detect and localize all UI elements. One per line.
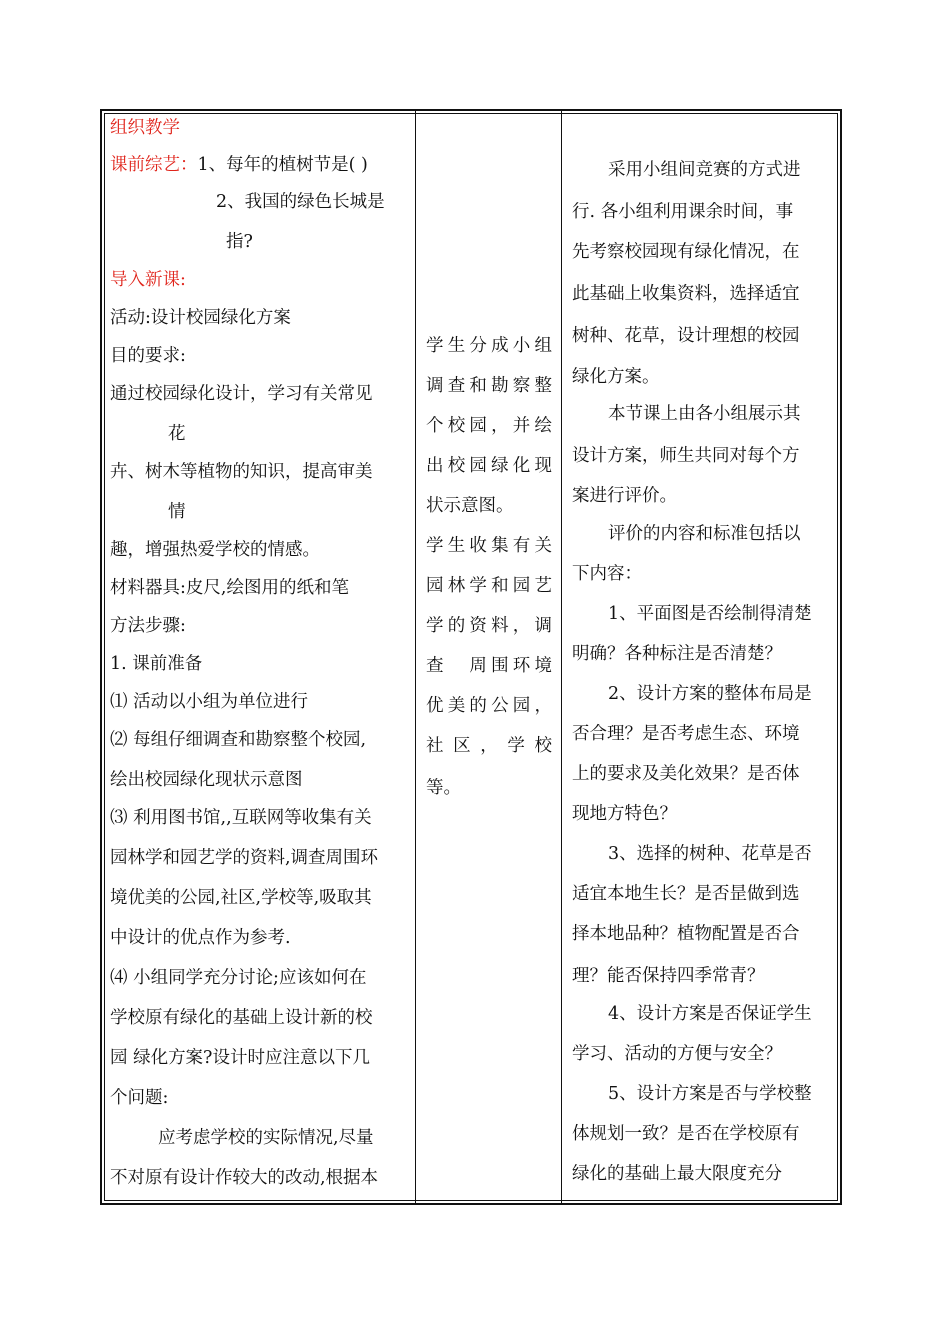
right-line-12: 1、平面图是否绘制得清楚 bbox=[608, 604, 812, 624]
lesson-plan-table bbox=[100, 109, 842, 1205]
activity-title: 活动:设计校园绿化方案 bbox=[110, 308, 291, 328]
right-line-25: 体规划一致？是否在学校原有 bbox=[572, 1124, 800, 1144]
right-line-22: 4、设计方案是否保证学生 bbox=[608, 1004, 812, 1024]
mid-line-3: 个校园，并绘 bbox=[426, 416, 552, 436]
right-line-2: 行. 各小组利用课余时间，事 bbox=[572, 202, 794, 222]
step-1-item-3-line-4: 中设计的优点作为参考. bbox=[110, 928, 291, 948]
pre-q1-text: 1、每年的植树节是( ) bbox=[197, 155, 368, 175]
right-line-20: 择本地品种？植物配置是否合 bbox=[572, 924, 800, 944]
objective-line-2: 花 bbox=[168, 424, 186, 444]
right-line-17: 现地方特色？ bbox=[572, 804, 677, 824]
right-line-21: 理？能否保持四季常青？ bbox=[572, 966, 765, 986]
right-line-5: 树种、花草，设计理想的校园 bbox=[572, 326, 800, 346]
mid-line-11: 社区，学校 bbox=[426, 736, 552, 756]
step-1-item-4-line-1: ⑷ 小组同学充分讨论;应该如何在 bbox=[110, 968, 367, 988]
step-1-item-4-line-2: 学校原有绿化的基础上设计新的校 bbox=[110, 1008, 373, 1028]
student-activity-column bbox=[416, 111, 562, 1203]
method-label: 方法步骤: bbox=[110, 616, 186, 636]
right-line-14: 2、设计方案的整体布局是 bbox=[608, 684, 812, 704]
design-intent-column bbox=[562, 111, 840, 1203]
step-1-item-3-line-1: ⑶ 利用图书馆,,互联网等收集有关 bbox=[110, 808, 372, 828]
mid-line-2: 调查和勘察整 bbox=[426, 376, 552, 396]
objective-line-5: 趣，增强热爱学校的情感。 bbox=[110, 540, 320, 560]
objective-label: 目的要求: bbox=[110, 346, 186, 366]
step-1-item-2-line-2: 绘出校园绿化现状示意图 bbox=[110, 770, 303, 790]
right-line-15: 否合理？是否考虑生态、环境 bbox=[572, 724, 800, 744]
right-line-11: 下内容： bbox=[572, 564, 642, 584]
mid-line-6: 学生收集有关 bbox=[426, 536, 552, 556]
mid-line-7: 园林学和园艺 bbox=[426, 576, 552, 596]
step-1-item-4-line-3: 园 绿化方案?设计时应注意以下几 bbox=[110, 1048, 370, 1068]
right-line-7: 本节课上由各小组展示其 bbox=[608, 404, 801, 424]
right-line-18: 3、选择的树种、花草是否 bbox=[608, 844, 812, 864]
materials-line: 材料器具:皮尺,绘图用的纸和笔 bbox=[110, 578, 349, 598]
teaching-process-column bbox=[102, 111, 416, 1203]
objective-line-4: 情 bbox=[168, 502, 186, 522]
pre-class-label: 课前综艺： bbox=[110, 155, 198, 175]
right-line-8: 设计方案，师生共同对每个方 bbox=[572, 446, 800, 466]
right-line-1: 采用小组间竞赛的方式进 bbox=[608, 160, 801, 180]
right-line-6: 绿化方案。 bbox=[572, 367, 660, 387]
pre-class-q1 bbox=[110, 154, 368, 176]
objective-line-1: 通过校园绿化设计，学习有关常见 bbox=[110, 384, 373, 404]
right-line-4: 此基础上收集资料，选择适宜 bbox=[572, 284, 800, 304]
mid-line-10: 优美的公园， bbox=[426, 696, 552, 716]
org-teaching-heading: 组织教学 bbox=[110, 118, 180, 138]
right-line-26: 绿化的基础上最大限度充分 bbox=[572, 1164, 782, 1184]
right-line-19: 适宜本地生长？是否昰做到选 bbox=[572, 884, 800, 904]
right-line-23: 学习、活动的方便与安全？ bbox=[572, 1044, 782, 1064]
step-1-title: 1. 课前准备 bbox=[110, 654, 203, 674]
pre-class-q2: 2、我国的绿色长城是 bbox=[216, 192, 385, 212]
pre-class-q2-cont: 指? bbox=[226, 232, 253, 252]
objective-line-3: 卉、树木等植物的知识，提高审美 bbox=[110, 462, 373, 482]
note-line-2: 不对原有设计作较大的改动,根据本 bbox=[110, 1168, 379, 1188]
step-1-item-4-line-4: 个问题: bbox=[110, 1088, 169, 1108]
right-line-16: 上的要求及美化效果？是否体 bbox=[572, 764, 800, 784]
mid-line-4: 出校园绿化现 bbox=[426, 456, 552, 476]
mid-line-5: 状示意图。 bbox=[426, 496, 514, 516]
note-line-1: 应考虑学校的实际情况,尽量 bbox=[158, 1128, 374, 1148]
new-lesson-heading: 导入新课: bbox=[110, 270, 186, 290]
step-1-item-2-line-1: ⑵ 每组仔细调查和勘察整个校园, bbox=[110, 730, 367, 750]
step-1-item-3-line-3: 境优美的公园,社区,学校等,吸取其 bbox=[110, 888, 372, 908]
mid-line-8: 学的资料，调 bbox=[426, 616, 552, 636]
right-line-9: 案进行评价。 bbox=[572, 486, 677, 506]
mid-line-1: 学生分成小组 bbox=[426, 336, 552, 356]
mid-line-12: 等。 bbox=[426, 778, 461, 798]
right-line-10: 评价的内容和标准包括以 bbox=[608, 524, 801, 544]
right-line-24: 5、设计方案是否与学校整 bbox=[608, 1084, 812, 1104]
right-line-13: 明确？各种标注是否清楚？ bbox=[572, 644, 782, 664]
mid-line-9: 查 周围环境 bbox=[426, 656, 552, 676]
step-1-item-3-line-2: 园林学和园艺学的资料,调查周围环 bbox=[110, 848, 379, 868]
step-1-item-1: ⑴ 活动以小组为单位进行 bbox=[110, 692, 309, 712]
right-line-3: 先考察校园现有绿化情况，在 bbox=[572, 242, 800, 262]
